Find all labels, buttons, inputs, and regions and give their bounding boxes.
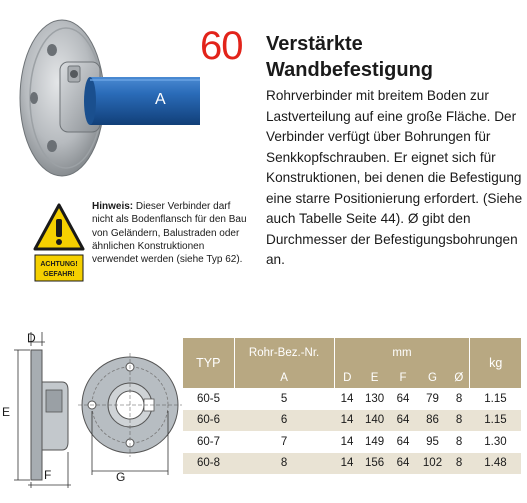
side-view-drawing xyxy=(2,330,82,500)
cell-a: 5 xyxy=(280,392,288,405)
sub-d: D xyxy=(334,368,360,388)
title-line-1: Verstärkte xyxy=(266,33,363,55)
col-kg: kg xyxy=(470,338,521,388)
warning-note xyxy=(92,200,250,266)
cell-kg: 1.15 xyxy=(484,414,507,427)
cell-g: 102 xyxy=(422,457,443,470)
cell-o: 8 xyxy=(455,414,463,427)
cell-typ: 60-7 xyxy=(197,435,221,448)
cell-d: 14 xyxy=(340,392,354,405)
product-illustration xyxy=(0,0,200,185)
table-row xyxy=(183,410,521,432)
cell-typ: 60-6 xyxy=(197,414,221,427)
col-rohr: Rohr-Bez.-Nr. xyxy=(234,338,334,368)
cell-kg: 1.48 xyxy=(484,457,507,470)
cell-f: 64 xyxy=(396,457,410,470)
warning-icon-text-1: ACHTUNG! xyxy=(40,261,78,268)
cell-kg: 1.30 xyxy=(484,435,507,448)
cell-o: 8 xyxy=(455,392,463,405)
cell-g: 95 xyxy=(426,435,439,448)
cell-e: 156 xyxy=(365,457,385,470)
cell-a: 7 xyxy=(280,435,288,448)
warning-heading: Hinweis: xyxy=(92,201,134,212)
sub-g: G xyxy=(428,372,437,384)
cell-d: 14 xyxy=(340,457,354,470)
dim-label-f: F xyxy=(44,468,52,482)
dim-label-d: D xyxy=(27,331,36,345)
cell-f: 64 xyxy=(396,392,410,405)
table-row xyxy=(183,431,521,453)
cell-f: 64 xyxy=(396,435,410,448)
spec-table xyxy=(183,338,521,474)
table-header-row xyxy=(183,338,521,368)
table-row xyxy=(183,453,521,475)
cell-e: 149 xyxy=(365,435,385,448)
front-view-drawing xyxy=(78,345,190,485)
table-row xyxy=(183,388,521,410)
sub-e: E xyxy=(370,372,379,384)
illustration-label: A xyxy=(155,91,166,108)
dim-label-e: E xyxy=(2,405,11,419)
dim-label-g: G xyxy=(116,470,126,484)
warning-icon xyxy=(33,203,85,283)
cell-a: 6 xyxy=(280,414,288,427)
cell-d: 14 xyxy=(340,435,354,448)
cell-g: 86 xyxy=(426,414,439,427)
cell-kg: 1.15 xyxy=(484,392,507,405)
cell-g: 79 xyxy=(426,392,439,405)
cell-o: 8 xyxy=(455,435,463,448)
cell-a: 8 xyxy=(280,457,288,470)
cell-typ: 60-8 xyxy=(197,457,221,470)
sub-a: A xyxy=(234,368,334,388)
title-line-2: Wandbefestigung xyxy=(266,59,434,81)
cell-e: 130 xyxy=(365,392,385,405)
type-number: 60 xyxy=(200,24,243,68)
cell-typ: 60-5 xyxy=(197,392,221,405)
warning-body: Dieser Verbinder darf nicht als Bodenflansch für den Bau von Geländern, Balustraden oder ähnlichen Konstruktionen verwendet werden (siehe Typ 62). xyxy=(92,201,247,266)
sub-f: F xyxy=(399,372,407,384)
sub-o: Ø xyxy=(454,372,464,384)
product-description: Rohrverbinder mit breitem Boden zur Lastverteilung auf eine große Fläche. Der Verbinder verfügt über Bohrungen für Senkkopfschrauben. Er eignet sich für Konstruktionen, bei denen die Befestigung eine starre Positionierung erfordert. (Siehe auch Tabelle Seite 44). Ø gibt den Durchmesser der Befestigungsbohrungen an. xyxy=(266,88,523,267)
warning-icon-text-2: GEFAHR! xyxy=(43,271,75,278)
col-typ: TYP xyxy=(196,356,221,370)
cell-f: 64 xyxy=(396,414,410,427)
cell-e: 140 xyxy=(365,414,385,427)
cell-d: 14 xyxy=(340,414,354,427)
col-mm: mm xyxy=(334,338,470,368)
product-title xyxy=(266,31,516,83)
cell-o: 8 xyxy=(455,457,463,470)
